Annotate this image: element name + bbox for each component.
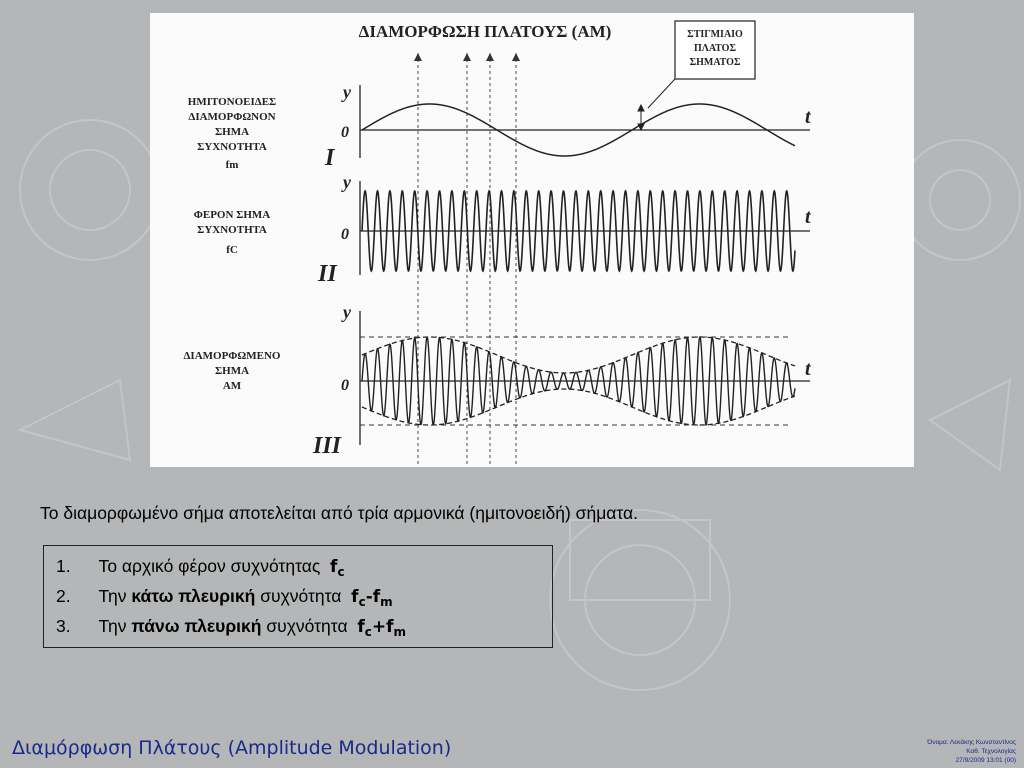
roman-numeral-2: II xyxy=(318,261,337,287)
t-axis-label-1: t xyxy=(805,106,811,128)
formula-2-sub1: c xyxy=(358,595,366,609)
list-item-1-text: Το αρχικό φέρον συχνότητας xyxy=(98,556,321,576)
zero-label-2: 0 xyxy=(341,226,349,243)
list-item-3-bold: πάνω πλευρική xyxy=(131,616,262,636)
callout-line-1: ΣΤΙΓΜΙΑΙΟ xyxy=(687,29,743,40)
footer-position: Καθ. Τεχνολογίας xyxy=(966,748,1016,755)
list-item-2-post: συχνότητα xyxy=(260,586,342,606)
am-diagram-figure xyxy=(150,13,914,467)
guide-arrows xyxy=(414,53,520,61)
callout-line-3: ΣΗΜΑΤΟΣ xyxy=(689,57,741,68)
formula-3-op: + xyxy=(371,617,387,637)
formula-3-sub2: m xyxy=(393,625,407,639)
footer-title: Διαμόρφωση Πλάτους (Amplitude Modulation) xyxy=(12,737,452,759)
formula-2-sub2: m xyxy=(380,595,393,609)
roman-numeral-1: I xyxy=(325,145,335,171)
list-item-2 xyxy=(56,586,393,609)
panel1-label-line-5: fm xyxy=(225,159,239,171)
panel1-label-line-3: ΣΗΜΑ xyxy=(214,126,250,138)
list-item-2-formula xyxy=(351,587,393,607)
panel2-label-line-3: fC xyxy=(226,244,238,256)
formula-3-sub1: c xyxy=(364,625,372,639)
panel2-label xyxy=(194,209,271,256)
list-item-1 xyxy=(56,556,345,579)
callout-line-2: ΠΛΑΤΟΣ xyxy=(693,43,737,54)
footer-author: Όνομα: Λεκάκης Κωνσταντίνος xyxy=(927,739,1016,746)
y-axis-label-2: y xyxy=(343,172,351,192)
panel1-label-line-4: ΣΥΧΝΟΤΗΤΑ xyxy=(197,141,267,153)
am-diagram xyxy=(150,13,914,467)
list-item-3-number: 3. xyxy=(56,616,71,636)
envelope-upper xyxy=(362,337,795,373)
zero-label-1: 0 xyxy=(341,124,349,141)
t-axis-label-3: t xyxy=(805,358,811,380)
formula-1-sub: c xyxy=(337,565,345,579)
footer-date: 27/9/2009 13:01 (00) xyxy=(955,757,1016,764)
formula-1-f: f xyxy=(330,557,338,577)
panel1-label-line-2: ΔΙΑΜΟΡΦΩΝΟΝ xyxy=(188,111,276,123)
roman-numeral-3: III xyxy=(313,433,342,459)
list-item-2-number: 2. xyxy=(56,586,71,606)
panel2-label-line-2: ΣΥΧΝΟΤΗΤΑ xyxy=(197,224,267,236)
panel3-label xyxy=(184,350,281,392)
list-item-1-number: 1. xyxy=(56,556,71,576)
list-item-3-pre: Την xyxy=(98,616,127,636)
list-item-3-formula xyxy=(357,617,406,637)
instantaneous-amplitude-callout xyxy=(648,21,755,108)
panel3-label-line-2: ΣΗΜΑ xyxy=(214,365,250,377)
formula-2-op: - xyxy=(365,587,373,607)
components-list xyxy=(43,545,553,648)
y-axis-label-3: y xyxy=(343,302,351,322)
panel3-label-line-3: AM xyxy=(222,380,242,392)
y-axis-label-1: y xyxy=(343,82,351,102)
list-item-3-post: συχνότητα xyxy=(266,616,348,636)
list-item-1-formula xyxy=(330,557,345,577)
list-item-2-pre: Την xyxy=(98,586,127,606)
formula-3-f2: f xyxy=(386,617,394,637)
diagram-title: ΔΙΑΜΟΡΦΩΣΗ ΠΛΑΤΟΥΣ (AM) xyxy=(358,22,612,41)
panel1-label-line-1: ΗΜΙΤΟΝΟΕΙΔΕΣ xyxy=(187,96,277,108)
formula-2-f1: f xyxy=(351,587,359,607)
panel3-label-line-1: ΔΙΑΜΟΡΦΩΜΕΝΟ xyxy=(183,350,281,362)
list-item-2-bold: κάτω πλευρική xyxy=(131,586,256,606)
panel2-label-line-1: ΦΕΡΟΝ ΣΗΜΑ xyxy=(193,209,271,221)
formula-3-f1: f xyxy=(357,617,365,637)
list-item-3 xyxy=(56,616,406,639)
formula-2-f2: f xyxy=(372,587,381,607)
intro-text: Το διαμορφωμένο σήμα αποτελείται από τρία αρμονικά (ημιτονοειδή) σήματα. xyxy=(40,503,639,523)
zero-label-3: 0 xyxy=(341,377,349,394)
panel1-label xyxy=(188,96,276,171)
footer-meta xyxy=(927,738,1016,765)
t-axis-label-2: t xyxy=(805,206,811,228)
